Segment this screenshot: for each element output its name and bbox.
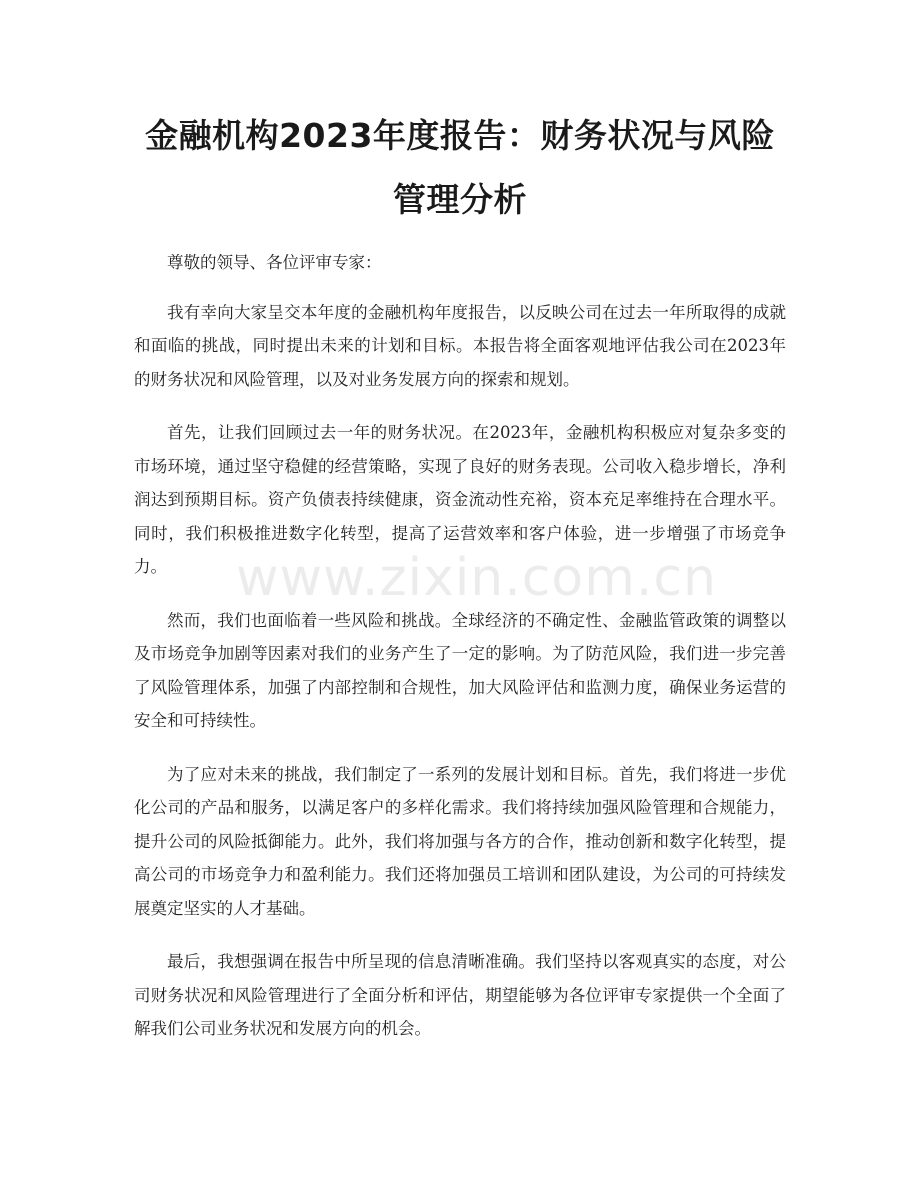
watermark: www.zixin.com.cn (236, 548, 717, 608)
salutation: 尊敬的领导、各位评审专家： (167, 253, 382, 272)
document-title: 金融机构2023年度报告：财务状况与风险管理分析 (145, 116, 775, 219)
document-body (134, 246, 786, 1066)
paragraph-risks: 然而，我们也面临着一些风险和挑战。全球经济的不确定性、金融监管政策的调整以及市场竞争加剧等因素对我们的业务产生了一定的影响。为了防范风险，我们进一步完善了风险管理体系，加强了内部控制和合规性，加大风险评估和监测力度，确保业务运营的安全和可持续性。 (134, 610, 786, 730)
paragraph-financial-status: 首先，让我们回顾过去一年的财务状况。在2023年，金融机构积极应对复杂多变的市场环境，通过坚守稳健的经营策略，实现了良好的财务表现。公司收入稳步增长，净利润达到预期目标。资产负债表持续健康，资金流动性充裕，资本充足率维持在合理水平。同时，我们积极推进数字化转型，提高了运营效率和客户体验，进一步增强了市场竞争力。 (134, 423, 786, 576)
paragraph-conclusion: 最后，我想强调在报告中所呈现的信息清晰准确。我们坚持以客观真实的态度，对公司财务状况和风险管理进行了全面分析和评估，期望能够为各位评审专家提供一个全面了解我们公司业务状况和发展方向的机会。 (134, 952, 786, 1038)
paragraph-future-plans: 为了应对未来的挑战，我们制定了一系列的发展计划和目标。首先，我们将进一步优化公司的产品和服务，以满足客户的多样化需求。我们将持续加强风险管理和合规能力，提升公司的风险抵御能力。此外，我们将加强与各方的合作，推动创新和数字化转型，提高公司的市场竞争力和盈利能力。我们还将加强员工培训和团队建设，为公司的可持续发展奠定坚实的人才基础。 (134, 764, 786, 918)
paragraph-intro: 我有幸向大家呈交本年度的金融机构年度报告，以反映公司在过去一年所取得的成就和面临的挑战，同时提出未来的计划和目标。本报告将全面客观地评估我公司在2023年的财务状况和风险管理，以及对业务发展方向的探索和规划。 (134, 302, 786, 389)
